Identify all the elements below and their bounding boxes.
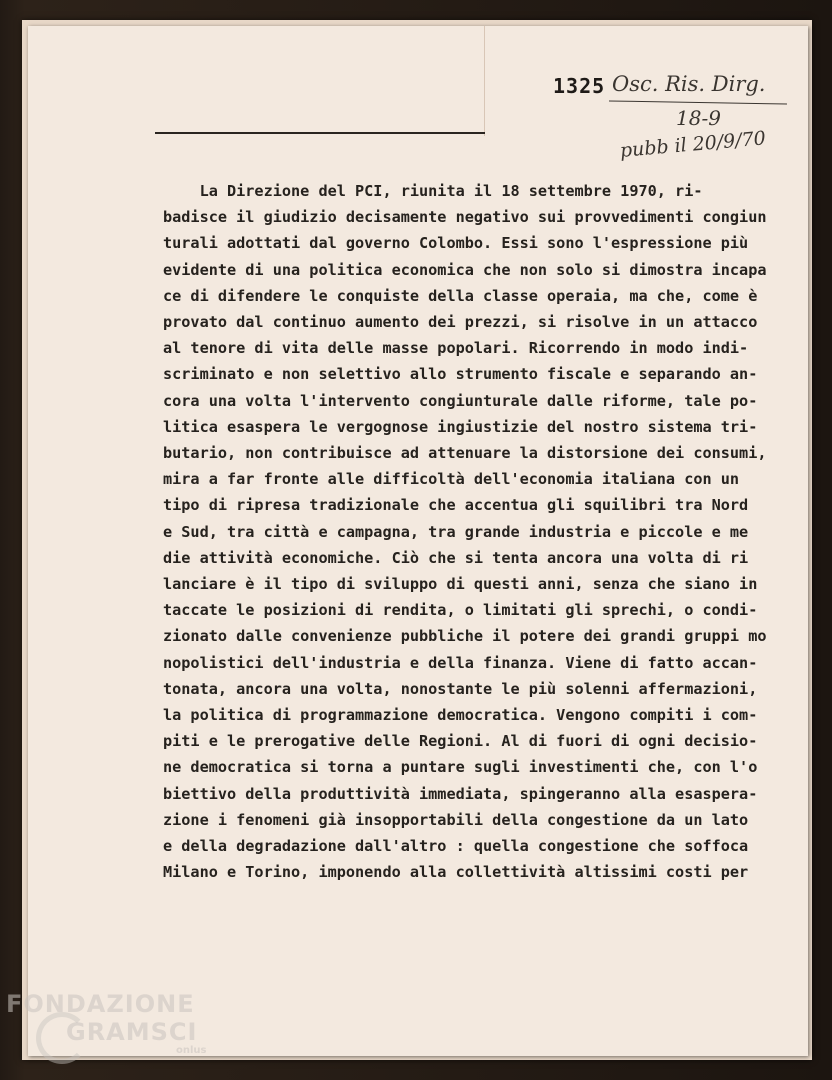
text-line: evidente di una politica economica che non solo si dimostra incapa [163, 260, 767, 279]
text-line: lanciare è il tipo di sviluppo di questi anni, senza che siano in [163, 575, 758, 594]
typed-body-text [163, 178, 793, 885]
text-line: zionato dalle convenienze pubbliche il potere dei grandi gruppi mo [163, 627, 767, 646]
text-line: al tenore di vita delle masse popolari. Ricorrendo in modo indi- [163, 339, 749, 358]
handwritten-folder-note: 18-9 [676, 106, 721, 130]
text-line: nopolistici dell'industria e della finanza. Viene di fatto accan- [163, 653, 758, 672]
handwritten-archive-note: Osc. Ris. Dirg. [612, 72, 766, 96]
document-number: 1325 [553, 74, 606, 98]
text-line: scriminato e non selettivo allo strumento fiscale e separando an- [163, 365, 758, 384]
text-line: litica esaspera le vergognose ingiustizie del nostro sistema tri- [163, 417, 758, 436]
watermark-line-1: FONDAZIONE [6, 990, 195, 1018]
text-line: biettivo della produttività immediata, spingeranno alla esaspera- [163, 784, 758, 803]
text-line: ne democratica si torna a puntare sugli investimenti che, con l'o [163, 758, 758, 777]
text-line: la politica di programmazione democratica. Vengono compiti i com- [163, 706, 758, 725]
text-line: cora una volta l'intervento congiunturale dalle riforme, tale po- [163, 391, 758, 410]
text-line: provato dal continuo aumento dei prezzi, si risolve in un attacco [163, 313, 758, 332]
handwritten-publication-note: pubb il 20/9/70 [619, 127, 767, 162]
watermark [6, 990, 207, 1056]
text-line: ce di difendere le conquiste della classe operaia, ma che, come è [163, 286, 758, 305]
text-line: tipo di ripresa tradizionale che accentua gli squilibri tra Nord [163, 496, 749, 515]
text-line: e Sud, tra città e campagna, tra grande industria e piccole e me [163, 522, 749, 541]
text-line: zione i fenomeni già insopportabili della congestione da un lato [163, 810, 749, 829]
header-rule [155, 132, 485, 134]
text-line: piti e le prerogative delle Regioni. Al di fuori di ogni decisio- [163, 732, 758, 751]
watermark-line-2: GRAMSCI [66, 1018, 198, 1046]
text-line: butario, non contribuisce ad attenuare la distorsione dei consumi, [163, 444, 767, 463]
text-line: badisce il giudizio decisamente negativo sui provvedimenti congiun [163, 208, 767, 227]
text-line: tonata, ancora una volta, nonostante le più solenni affermazioni, [163, 679, 758, 698]
text-line: turali adottati dal governo Colombo. Essi sono l'espressione più [163, 234, 749, 253]
text-line: die attività economiche. Ciò che si tenta ancora una volta di ri [163, 548, 749, 567]
text-line: mira a far fronte alle difficoltà dell'economia italiana con un [163, 470, 740, 489]
text-line: Milano e Torino, imponendo alla collettività altissimi costi per [163, 863, 749, 882]
paper-fold-edge [484, 26, 485, 136]
watermark-line-3: onlus [176, 1045, 207, 1056]
text-line: e della degradazione dall'altro : quella congestione che soffoca [163, 837, 749, 856]
text-line: taccate le posizioni di rendita, o limitati gli sprechi, o condi- [163, 601, 758, 620]
text-line: La Direzione del PCI, riunita il 18 settembre 1970, ri- [163, 182, 703, 200]
